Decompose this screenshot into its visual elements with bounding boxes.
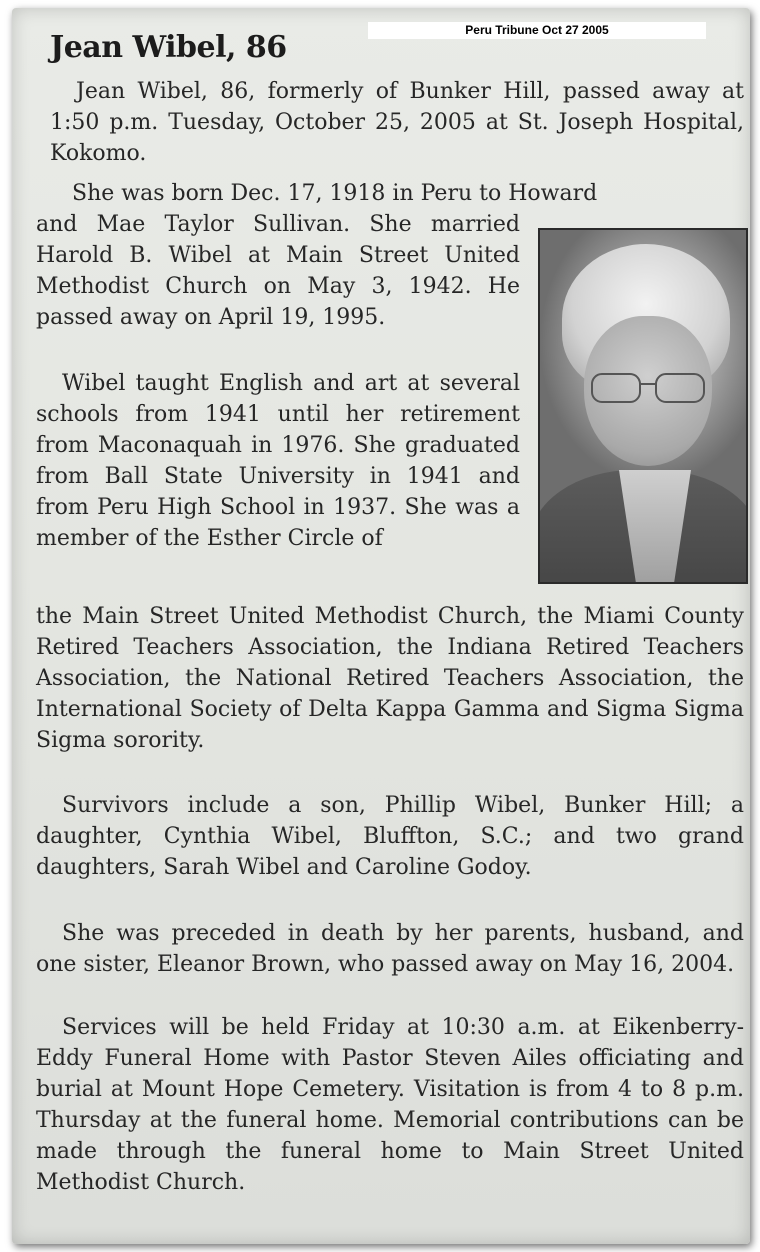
- paragraph-death-notice: Jean Wibel, 86, formerly of Bunker Hill, passed away at 1:50 p.m. Tuesday, October 25, 2005 at St. Joseph Hospital, Kokomo.: [50, 79, 744, 166]
- source-label: Peru Tribune Oct 27 2005: [368, 22, 706, 39]
- paragraph-preceded: She was preceded in death by her parents, husband, and one sister, Eleanor Brown, who passed away on May 16, 2004.: [36, 921, 744, 977]
- paragraph-career-memberships: the Main Street United Methodist Church, the Miami County Retired Teachers Association, the Indiana Retired Teachers Association, the National Retired Teachers Association, the International Society of Delta Kappa Gamma and Sigma Sigma Sigma sorority.: [36, 604, 744, 753]
- paragraph-career-top: Wibel taught English and art at several schools from 1941 until her retirement from Maconaquah in 1976. She graduated from Ball State University in 1941 and from Peru High School in 1937. She was a member of the Esther Circle of: [36, 371, 520, 551]
- paragraph-birth-line: She was born Dec. 17, 1918 in Peru to Howard: [72, 181, 598, 206]
- glasses-icon: [588, 370, 708, 406]
- obituary-headline: Jean Wibel, 86: [50, 30, 287, 65]
- paragraph-birth-marriage: and Mae Taylor Sullivan. She married Harold B. Wibel at Main Street United Methodist Church on May 3, 1942. He passed away on April 19, 1995.: [36, 212, 520, 330]
- paragraph-services: Services will be held Friday at 10:30 a.m. at Eikenberry-Eddy Funeral Home with Pastor Steven Ailes officiating and burial at Mount Hope Cemetery. Visitation is from 4 to 8 p.m. Thursday at the funeral home. Memorial contributions can be made through the funeral home to Main Street United Methodist Church.: [36, 1015, 744, 1195]
- paragraph-survivors: Survivors include a son, Phillip Wibel, Bunker Hill; a daughter, Cynthia Wibel, Bluffton, S.C.; and two grand daughters, Sarah Wibel and Caroline Godoy.: [36, 793, 744, 880]
- newspaper-clipping: [12, 8, 750, 1244]
- portrait-photo: [538, 228, 748, 584]
